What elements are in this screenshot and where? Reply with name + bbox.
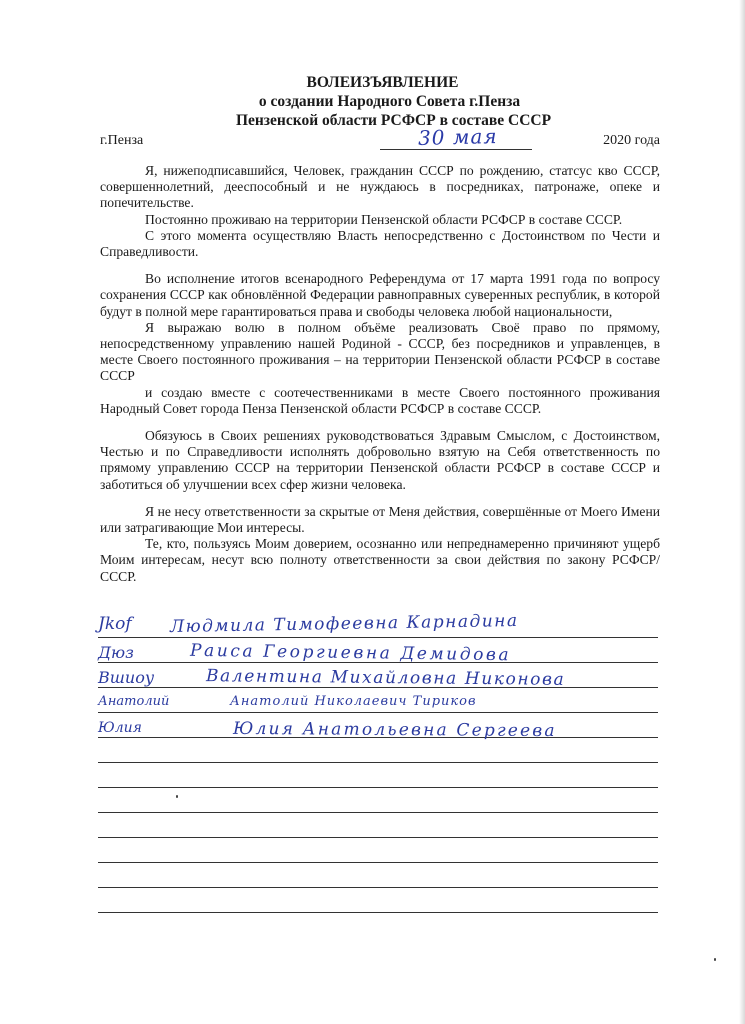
paragraph-liability: Те, кто, пользуясь Моим доверием, осознанно или непреднамеренно причиняют ущерб Моим интересам, несут всю полноту ответственности за свои действия по закону РСФСР/СССР. xyxy=(100,536,660,584)
handwritten-name: Валентина Михайловна Никонова xyxy=(205,666,566,690)
scan-edge-shadow xyxy=(739,0,745,1024)
year-label: 2020 года xyxy=(603,133,660,148)
date-underline xyxy=(380,149,532,150)
document-header xyxy=(0,73,745,130)
document-subtitle-line-2: Пензенской области РСФСР в составе СССР xyxy=(235,112,552,129)
handwritten-name: Людмила Тимофеевна Карнадина xyxy=(169,610,519,638)
paragraph-residence: Постоянно проживаю на территории Пензенской области РСФСР в составе СССР. xyxy=(145,211,623,227)
signature-line xyxy=(98,837,658,838)
paragraph-obligations: Обязуюсь в Своих решениях руководствоваться Здравым Смыслом, с Достоинством, Честью и по Справедливости исполнять добровольно взятую на Себя ответственность по прямому управлению СССР на территории Пензенской области РСФСР в составе СССР и заботиться об улучшении всех сфер жизни человека. xyxy=(100,428,660,492)
paragraph-responsibility: Я не несу ответственности за скрытые от Меня действия, совершённые от Моего Имени или затрагивающие Мои интересы. xyxy=(100,503,660,536)
handwritten-signature: Jkof xyxy=(98,614,132,634)
signature-line xyxy=(98,787,658,788)
place-date-line xyxy=(100,123,660,153)
handwritten-signature: Вшиоу xyxy=(98,668,155,687)
handwritten-signature: Юлия xyxy=(98,720,142,736)
signature-line xyxy=(98,862,658,863)
signature-line xyxy=(98,762,658,763)
scan-speck xyxy=(714,958,716,961)
handwritten-name: Юлия Анатольевна Сергеева xyxy=(232,718,557,742)
paragraph-council: и создаю вместе с соотечественниками в месте Своего постоянного проживания Народный Совет города Пенза Пензенской области РСФСР в составе СССР. xyxy=(100,384,660,416)
signature-line xyxy=(98,887,658,888)
declaration-body xyxy=(100,163,660,585)
paragraph-will: Я выражаю волю в полном объёме реализовать Своё право по прямому, непосредственному управлению нашей Родиной - СССР, без посредников и управленцев, в месте Своего постоянного проживания – на территории Пензенской области РСФСР в составе СССР xyxy=(100,319,660,384)
signature-line xyxy=(98,912,658,913)
signature-entry xyxy=(98,720,668,750)
document-subtitle-line-1: о создании Народного Совета г.Пенза xyxy=(258,93,521,110)
handwritten-name: Раиса Георгиевна Демидова xyxy=(189,640,512,666)
paragraph-intro: Я, нижеподписавшийся, Человек, гражданин СССР по рождению, статсус кво СССР, совершеннолетний, дееспособный и не нуждаюсь в посредниках, патронаже, опеке и попечительстве. xyxy=(100,163,660,211)
handwritten-date: 30 мая xyxy=(417,123,498,151)
city-label: г.Пенза xyxy=(100,133,144,148)
paragraph-referendum: Во исполнение итогов всенародного Референдума от 17 марта 1991 года по вопросу сохранения СССР как обновлённой Федерации равноправных суверенных республик, в которой будут в полной мере гарантироваться права и свободы человека любой национальности, xyxy=(100,271,660,319)
handwritten-name: Анатолий Николаевич Тириков xyxy=(230,694,477,709)
signature-line xyxy=(98,812,658,813)
scan-speck xyxy=(176,795,178,798)
handwritten-signature: Дюз xyxy=(98,643,134,662)
handwritten-signature: Анатолий xyxy=(98,694,170,709)
paragraph-authority: С этого момента осуществляю Власть непосредственно с Достоинством по Чести и Справедливости. xyxy=(100,227,660,260)
signature-entry xyxy=(98,610,668,644)
document-title: ВОЛЕИЗЪЯВЛЕНИЕ xyxy=(306,74,459,91)
